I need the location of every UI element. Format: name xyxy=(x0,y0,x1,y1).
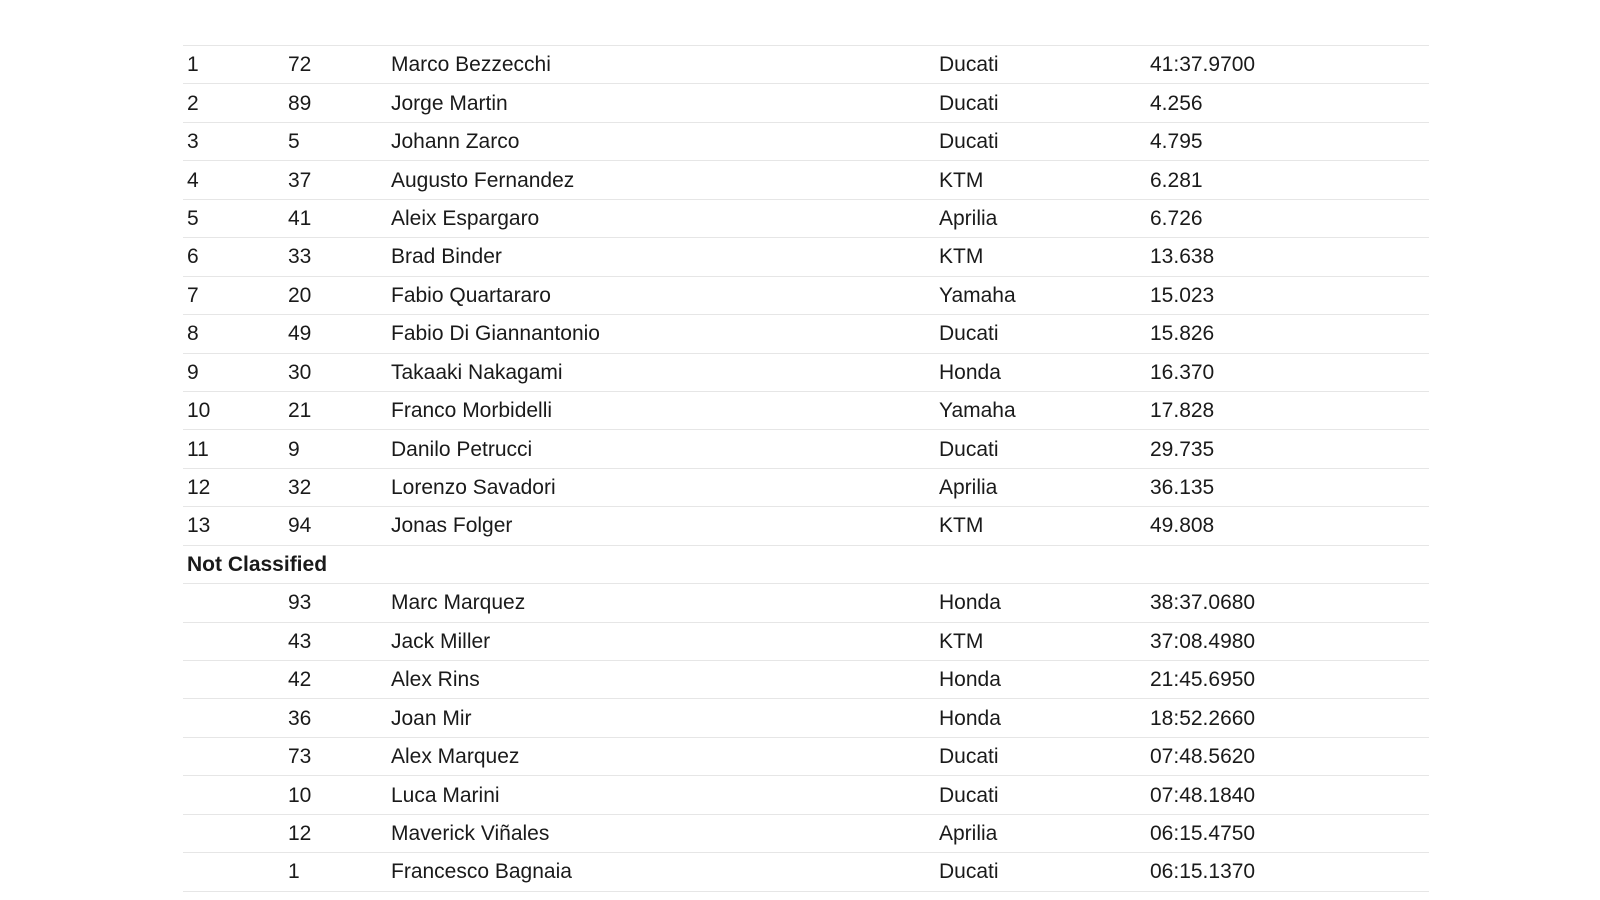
time-cell: 06:15.1370 xyxy=(1146,853,1429,891)
rider-number-cell: 49 xyxy=(284,315,387,353)
rider-number-cell: 12 xyxy=(284,814,387,852)
rider-number-cell: 37 xyxy=(284,161,387,199)
team-cell: Ducati xyxy=(935,84,1146,122)
time-cell: 4.256 xyxy=(1146,84,1429,122)
position-cell: 13 xyxy=(183,507,284,545)
rider-number-cell: 43 xyxy=(284,622,387,660)
team-cell: Honda xyxy=(935,584,1146,622)
position-cell: 11 xyxy=(183,430,284,468)
position-cell: 9 xyxy=(183,353,284,391)
team-cell: Ducati xyxy=(935,737,1146,775)
time-cell: 6.281 xyxy=(1146,161,1429,199)
rider-name-cell: Marco Bezzecchi xyxy=(387,46,935,84)
time-cell: 29.735 xyxy=(1146,430,1429,468)
table-row xyxy=(183,507,1429,545)
rider-name-cell: Fabio Quartararo xyxy=(387,276,935,314)
time-cell: 41:37.9700 xyxy=(1146,46,1429,84)
team-cell: Yamaha xyxy=(935,391,1146,429)
time-cell: 6.726 xyxy=(1146,199,1429,237)
position-cell: 1 xyxy=(183,46,284,84)
rider-number-cell: 94 xyxy=(284,507,387,545)
rider-name-cell: Alex Rins xyxy=(387,661,935,699)
rider-name-cell: Jack Miller xyxy=(387,622,935,660)
position-cell xyxy=(183,699,284,737)
table-row xyxy=(183,161,1429,199)
team-cell: Aprilia xyxy=(935,814,1146,852)
team-cell: Ducati xyxy=(935,122,1146,160)
table-row xyxy=(183,199,1429,237)
rider-name-cell: Luca Marini xyxy=(387,776,935,814)
rider-name-cell: Francesco Bagnaia xyxy=(387,853,935,891)
rider-number-cell: 10 xyxy=(284,776,387,814)
team-cell: Ducati xyxy=(935,430,1146,468)
rider-number-cell: 1 xyxy=(284,853,387,891)
position-cell: 2 xyxy=(183,84,284,122)
position-cell: 4 xyxy=(183,161,284,199)
rider-name-cell: Joan Mir xyxy=(387,699,935,737)
table-row xyxy=(183,430,1429,468)
rider-name-cell: Franco Morbidelli xyxy=(387,391,935,429)
table-row xyxy=(183,353,1429,391)
time-cell: 07:48.5620 xyxy=(1146,737,1429,775)
rider-number-cell: 36 xyxy=(284,699,387,737)
table-row xyxy=(183,468,1429,506)
time-cell: 18:52.2660 xyxy=(1146,699,1429,737)
rider-name-cell: Marc Marquez xyxy=(387,584,935,622)
rider-number-cell: 30 xyxy=(284,353,387,391)
table-row xyxy=(183,391,1429,429)
position-cell xyxy=(183,661,284,699)
rider-name-cell: Alex Marquez xyxy=(387,737,935,775)
team-cell: KTM xyxy=(935,161,1146,199)
rider-name-cell: Takaaki Nakagami xyxy=(387,353,935,391)
team-cell: Honda xyxy=(935,353,1146,391)
rider-number-cell: 20 xyxy=(284,276,387,314)
rider-number-cell: 72 xyxy=(284,46,387,84)
rider-number-cell: 21 xyxy=(284,391,387,429)
position-cell xyxy=(183,853,284,891)
rider-name-cell: Brad Binder xyxy=(387,238,935,276)
table-row xyxy=(183,737,1429,775)
position-cell xyxy=(183,776,284,814)
position-cell: 10 xyxy=(183,391,284,429)
team-cell: Aprilia xyxy=(935,468,1146,506)
table-row xyxy=(183,853,1429,891)
team-cell: Honda xyxy=(935,699,1146,737)
table-row xyxy=(183,661,1429,699)
time-cell: 38:37.0680 xyxy=(1146,584,1429,622)
team-cell: Yamaha xyxy=(935,276,1146,314)
rider-name-cell: Johann Zarco xyxy=(387,122,935,160)
rider-number-cell: 32 xyxy=(284,468,387,506)
team-cell: Ducati xyxy=(935,776,1146,814)
rider-number-cell: 93 xyxy=(284,584,387,622)
time-cell: 13.638 xyxy=(1146,238,1429,276)
table-row xyxy=(183,622,1429,660)
rider-name-cell: Fabio Di Giannantonio xyxy=(387,315,935,353)
position-cell: 5 xyxy=(183,199,284,237)
results-table xyxy=(183,45,1429,892)
table-row xyxy=(183,584,1429,622)
table-row xyxy=(183,46,1429,84)
table-row xyxy=(183,315,1429,353)
rider-name-cell: Augusto Fernandez xyxy=(387,161,935,199)
table-row xyxy=(183,276,1429,314)
rider-number-cell: 5 xyxy=(284,122,387,160)
time-cell: 17.828 xyxy=(1146,391,1429,429)
time-cell: 36.135 xyxy=(1146,468,1429,506)
time-cell: 07:48.1840 xyxy=(1146,776,1429,814)
rider-name-cell: Aleix Espargaro xyxy=(387,199,935,237)
position-cell xyxy=(183,622,284,660)
time-cell: 06:15.4750 xyxy=(1146,814,1429,852)
position-cell: 8 xyxy=(183,315,284,353)
team-cell: KTM xyxy=(935,238,1146,276)
team-cell: Aprilia xyxy=(935,199,1146,237)
time-cell: 15.826 xyxy=(1146,315,1429,353)
table-row xyxy=(183,776,1429,814)
rider-name-cell: Danilo Petrucci xyxy=(387,430,935,468)
position-cell xyxy=(183,584,284,622)
time-cell: 49.808 xyxy=(1146,507,1429,545)
rider-name-cell: Lorenzo Savadori xyxy=(387,468,935,506)
rider-number-cell: 73 xyxy=(284,737,387,775)
not-classified-heading: Not Classified xyxy=(183,545,1429,583)
position-cell: 3 xyxy=(183,122,284,160)
team-cell: Ducati xyxy=(935,315,1146,353)
team-cell: Ducati xyxy=(935,46,1146,84)
time-cell: 21:45.6950 xyxy=(1146,661,1429,699)
table-row xyxy=(183,122,1429,160)
position-cell: 6 xyxy=(183,238,284,276)
time-cell: 4.795 xyxy=(1146,122,1429,160)
table-row xyxy=(183,84,1429,122)
time-cell: 16.370 xyxy=(1146,353,1429,391)
rider-number-cell: 33 xyxy=(284,238,387,276)
time-cell: 37:08.4980 xyxy=(1146,622,1429,660)
rider-name-cell: Jonas Folger xyxy=(387,507,935,545)
position-cell: 12 xyxy=(183,468,284,506)
position-cell xyxy=(183,737,284,775)
position-cell xyxy=(183,814,284,852)
position-cell: 7 xyxy=(183,276,284,314)
results-body xyxy=(183,46,1429,892)
rider-name-cell: Maverick Viñales xyxy=(387,814,935,852)
rider-number-cell: 89 xyxy=(284,84,387,122)
not-classified-header-row xyxy=(183,545,1429,583)
rider-number-cell: 41 xyxy=(284,199,387,237)
rider-name-cell: Jorge Martin xyxy=(387,84,935,122)
team-cell: KTM xyxy=(935,622,1146,660)
table-row xyxy=(183,814,1429,852)
table-row xyxy=(183,699,1429,737)
rider-number-cell: 9 xyxy=(284,430,387,468)
team-cell: Ducati xyxy=(935,853,1146,891)
team-cell: Honda xyxy=(935,661,1146,699)
team-cell: KTM xyxy=(935,507,1146,545)
table-row xyxy=(183,238,1429,276)
time-cell: 15.023 xyxy=(1146,276,1429,314)
rider-number-cell: 42 xyxy=(284,661,387,699)
